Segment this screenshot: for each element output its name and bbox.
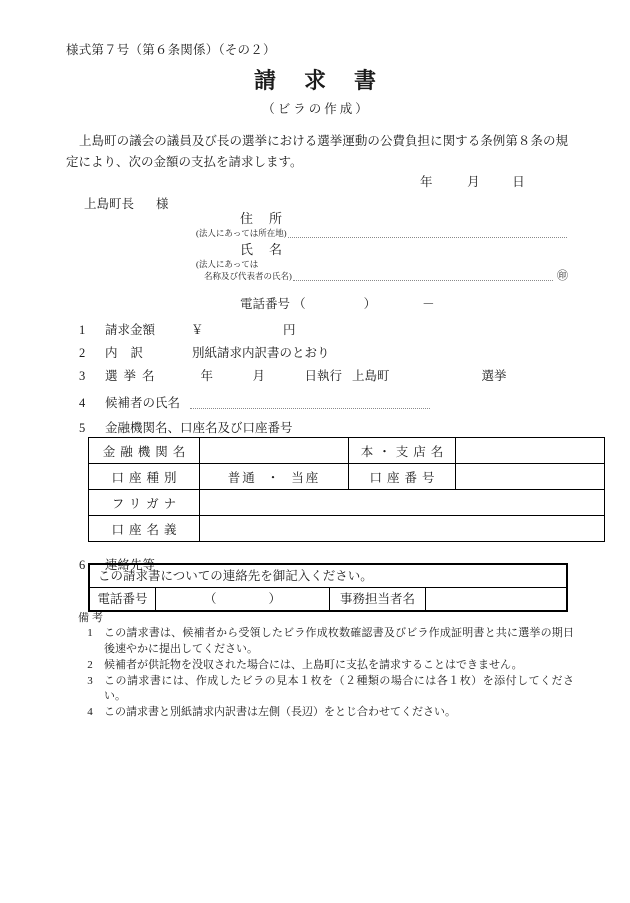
item-candidate-name (79, 393, 549, 411)
signer-tel-close-paren: ） (363, 297, 377, 311)
branch-name-value[interactable] (456, 438, 605, 464)
item3-month: 月 (252, 369, 266, 383)
account-type-current[interactable]: 当座 (291, 470, 321, 485)
item2-label: 内訳 (105, 346, 157, 360)
contact-tel-value[interactable] (156, 588, 330, 610)
remark-number: 1 (87, 627, 93, 639)
seal-icon: ㊞ (557, 270, 568, 282)
account-type-separator: ・ (266, 470, 282, 485)
item4-label: 候補者の氏名 (105, 396, 181, 410)
form-number: 様式第７号（第６条関係）（その２） (66, 43, 276, 57)
date-month-label: 月 (467, 175, 480, 189)
list-item (78, 626, 574, 657)
signer-tel-label: 電話番号 (240, 297, 291, 311)
remark-text: この請求書には、作成したビラの見本１枚を（２種類の場合には各１枚）を添付してください。 (104, 674, 574, 702)
address-dotted-leader (288, 227, 567, 238)
item1-label: 請求金額 (105, 323, 156, 337)
item-election-name (79, 366, 507, 384)
bank-account-table (88, 437, 605, 542)
account-holder-value[interactable] (200, 516, 605, 542)
contact-box-heading: この請求書についての連絡先を御記入ください。 (90, 565, 566, 588)
contact-staff-label: 事務担当者名 (330, 588, 426, 610)
date-day-label: 日 (512, 175, 525, 189)
item2-number: 2 (79, 346, 86, 360)
table-row (89, 438, 605, 464)
contact-staff-value[interactable] (426, 588, 566, 610)
contact-box-row (90, 588, 566, 610)
intro-paragraph: 上島町の議会の議員及び長の選挙における選挙運動の公費負担に関する条例第８条の規定により、次の金額の支払を請求します。 (66, 134, 568, 169)
furigana-label: フリガナ (89, 490, 200, 516)
item-breakdown (79, 343, 330, 361)
item3-execution: 日執行 (304, 369, 343, 383)
remarks-title: 備考 (78, 612, 106, 624)
bank-name-value[interactable] (200, 438, 349, 464)
item1-unit: 円 (283, 323, 296, 337)
account-type-label: 口座種別 (89, 464, 200, 490)
remark-number: 4 (87, 706, 93, 718)
remarks-section (78, 609, 574, 721)
date-year-label: 年 (420, 175, 433, 189)
remark-number: 2 (87, 658, 93, 671)
item2-value: 別紙請求内訳書のとおり (192, 346, 330, 360)
contact-box (88, 563, 568, 612)
name-dotted-leader (293, 270, 553, 281)
account-number-label: 口座番号 (349, 464, 456, 490)
list-item (78, 705, 574, 721)
item1-currency-symbol: ￥ (191, 323, 204, 337)
signer-tel-open-paren: （ (293, 297, 306, 311)
candidate-name-dotted-leader[interactable] (190, 397, 430, 409)
addressee (84, 194, 169, 212)
remark-number: 3 (87, 674, 93, 687)
item3-year: 年 (200, 369, 214, 383)
signer-block (196, 208, 568, 282)
table-row (89, 490, 605, 516)
account-type-value[interactable] (200, 464, 349, 490)
name-note-line2: 名称及び代表者の氏名) (204, 271, 292, 281)
document-subtitle: （ビラの作成） (262, 102, 371, 116)
item4-number: 4 (79, 396, 86, 410)
item5-label: 金融機関名、口座名及び口座番号 (105, 421, 293, 435)
signer-tel-dash: － (422, 297, 435, 311)
item3-number: 3 (79, 369, 86, 383)
name-entry-row[interactable] (196, 270, 568, 282)
item3-election: 選挙 (481, 369, 507, 383)
item1-number: 1 (79, 323, 86, 337)
item3-label: 選挙名 (105, 369, 161, 383)
name-note-line1: (法人にあっては (196, 259, 259, 269)
list-item (78, 658, 574, 674)
address-note: (法人にあっては所在地) (196, 228, 287, 238)
account-holder-label: 口座名義 (89, 516, 200, 542)
bank-name-label: 金融機関名 (89, 438, 200, 464)
contact-tel-close-paren: ） (268, 592, 282, 606)
date-line (420, 172, 570, 190)
branch-name-label: 本・支店名 (349, 438, 456, 464)
item-bank-info (79, 418, 293, 436)
address-label: 住所 (240, 211, 299, 226)
table-row (89, 464, 605, 490)
remark-text: この請求書は、候補者から受領したビラ作成枚数確認書及びビラ作成証明書と共に選挙の期日後速やかに提出してください。 (104, 627, 574, 655)
contact-tel-label: 電話番号 (90, 588, 156, 610)
furigana-value[interactable] (200, 490, 605, 516)
item-claim-amount (79, 320, 296, 338)
remark-text: この請求書と別紙請求内訳書は左側（長辺）をとじ合わせてください。 (104, 706, 456, 718)
account-type-ordinary[interactable]: 普通 (227, 470, 257, 485)
item3-town: 上島町 (352, 369, 390, 383)
addressee-honorific: 様 (156, 197, 169, 211)
address-entry-row[interactable] (196, 227, 568, 239)
signer-telephone-line[interactable] (240, 294, 435, 312)
item5-number: 5 (79, 421, 86, 435)
name-label: 氏名 (240, 242, 299, 257)
table-row (89, 516, 605, 542)
item6-number: 6 (79, 558, 86, 572)
item6-label: 連絡先等 (105, 558, 156, 572)
account-number-value[interactable] (456, 464, 605, 490)
list-item (78, 674, 574, 705)
addressee-name: 上島町長 (84, 197, 135, 211)
contact-tel-open-paren: （ (203, 592, 217, 606)
document-title: 請求書 (253, 68, 404, 93)
remark-text: 候補者が供託物を没収された場合には、上島町に支払を請求することはできません。 (104, 658, 523, 671)
